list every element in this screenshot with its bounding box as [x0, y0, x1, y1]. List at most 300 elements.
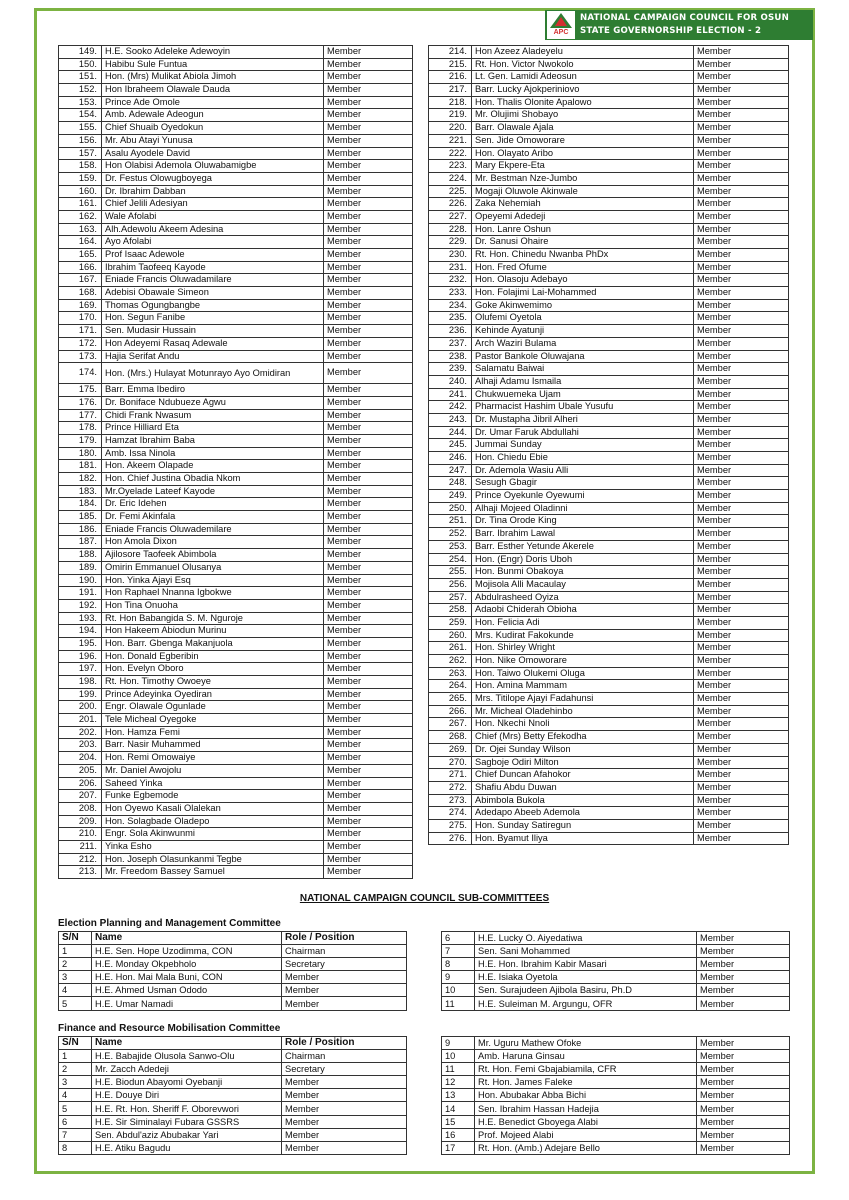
member-name: Hon. Abubakar Abba Bichi — [475, 1089, 697, 1102]
member-role: Member — [694, 693, 789, 706]
member-name: Chief Jelili Adesiyan — [102, 198, 324, 211]
member-role: Member — [694, 477, 789, 490]
row-number: 10 — [442, 984, 475, 997]
member-name: Mr. Zacch Adedeji — [92, 1063, 282, 1076]
row-number: 168. — [59, 287, 102, 300]
row-number: 151. — [59, 71, 102, 84]
member-role: Member — [324, 236, 413, 249]
table-row — [442, 997, 790, 1010]
table-row — [59, 971, 407, 984]
member-role: Member — [324, 210, 413, 223]
member-role: Chairman — [282, 945, 407, 958]
member-name: Hon. Solagbade Oladepo — [102, 815, 324, 828]
table-row — [442, 1141, 790, 1154]
row-number: 213. — [59, 866, 102, 879]
table-row — [429, 591, 789, 604]
table-row — [59, 1089, 407, 1102]
member-name: Habibu Sule Funtua — [102, 58, 324, 71]
member-role: Member — [324, 447, 413, 460]
member-role: Member — [324, 676, 413, 689]
row-number: 187. — [59, 536, 102, 549]
member-role: Chairman — [282, 1050, 407, 1063]
row-number: 259. — [429, 616, 472, 629]
member-name: Hon. Chiedu Ebie — [472, 452, 694, 465]
member-name: Hon. Nike Omoworare — [472, 655, 694, 668]
member-role: Member — [694, 337, 789, 350]
row-number: 271. — [429, 769, 472, 782]
row-number: 4 — [59, 1089, 92, 1102]
member-name: Hon Azeez Aladeyelu — [472, 46, 694, 59]
row-number: 243. — [429, 413, 472, 426]
table-row — [429, 325, 789, 338]
member-role: Member — [324, 498, 413, 511]
row-number: 223. — [429, 160, 472, 173]
row-number: 165. — [59, 249, 102, 262]
column-header: S/N — [59, 1037, 92, 1050]
row-number: 15 — [442, 1115, 475, 1128]
table-row — [442, 1076, 790, 1089]
member-role: Member — [324, 714, 413, 727]
member-role: Member — [694, 71, 789, 84]
member-name: Hon. Folajimi Lai-Mohammed — [472, 287, 694, 300]
row-number: 193. — [59, 612, 102, 625]
member-name: Prof. Mojeed Alabi — [475, 1128, 697, 1141]
member-name: Alhaji Adamu Ismaila — [472, 375, 694, 388]
member-name: Sen. Jide Omoworare — [472, 134, 694, 147]
member-role: Member — [324, 790, 413, 803]
member-role: Member — [697, 1128, 790, 1141]
member-name: Mrs. Kudirat Fakokunde — [472, 629, 694, 642]
member-name: H.E. Suleiman M. Argungu, OFR — [475, 997, 697, 1010]
row-number: 215. — [429, 58, 472, 71]
table-row — [59, 752, 413, 765]
table-row — [59, 409, 413, 422]
member-role: Member — [324, 58, 413, 71]
row-number: 226. — [429, 198, 472, 211]
table-row — [59, 198, 413, 211]
member-name: H.E. Sir Siminalayi Fubara GSSRS — [92, 1115, 282, 1128]
table-row — [59, 587, 413, 600]
member-role: Member — [694, 249, 789, 262]
row-number: 266. — [429, 705, 472, 718]
member-role: Member — [324, 109, 413, 122]
member-role: Member — [324, 574, 413, 587]
row-number: 171. — [59, 325, 102, 338]
member-name: Hon. Remi Omowaiye — [102, 752, 324, 765]
row-number: 219. — [429, 109, 472, 122]
table-row — [59, 764, 413, 777]
row-number: 250. — [429, 502, 472, 515]
member-name: Hon. Chief Justina Obadia Nkom — [102, 473, 324, 486]
member-name: Hon. Fred Ofume — [472, 261, 694, 274]
member-role: Member — [694, 363, 789, 376]
table-row — [429, 375, 789, 388]
member-role: Member — [694, 350, 789, 363]
member-name: Yinka Esho — [102, 840, 324, 853]
row-number: 225. — [429, 185, 472, 198]
member-role: Member — [694, 655, 789, 668]
member-role: Member — [324, 612, 413, 625]
row-number: 172. — [59, 337, 102, 350]
row-number: 233. — [429, 287, 472, 300]
row-number: 10 — [442, 1050, 475, 1063]
member-name: H.E. Atiku Bagudu — [92, 1141, 282, 1154]
table-row — [429, 807, 789, 820]
member-role: Member — [324, 815, 413, 828]
row-number: 6 — [442, 932, 475, 945]
table-row — [59, 363, 413, 384]
table-row — [442, 971, 790, 984]
member-role: Member — [324, 536, 413, 549]
table-row — [59, 249, 413, 262]
row-number: 9 — [442, 1037, 475, 1050]
row-number: 236. — [429, 325, 472, 338]
member-role: Member — [697, 1037, 790, 1050]
member-role: Member — [324, 147, 413, 160]
table-row — [59, 997, 407, 1010]
row-number: 5 — [59, 1102, 92, 1115]
row-number: 272. — [429, 781, 472, 794]
member-name: Rt. Hon. Victor Nwokolo — [472, 58, 694, 71]
member-role: Member — [324, 46, 413, 59]
member-role: Member — [324, 511, 413, 524]
table-row — [442, 1128, 790, 1141]
member-role: Member — [324, 688, 413, 701]
member-name: Hon Oyewo Kasali Olalekan — [102, 802, 324, 815]
row-number: 275. — [429, 819, 472, 832]
row-number: 183. — [59, 485, 102, 498]
table-row — [442, 1089, 790, 1102]
member-name: Lt. Gen. Lamidi Adeosun — [472, 71, 694, 84]
member-role: Member — [324, 172, 413, 185]
table-row — [59, 511, 413, 524]
member-name: Mr. Freedom Bassey Samuel — [102, 866, 324, 879]
row-number: 261. — [429, 642, 472, 655]
row-number: 253. — [429, 540, 472, 553]
member-name: Hon. (Mrs) Mulikat Abiola Jimoh — [102, 71, 324, 84]
row-number: 1 — [59, 1050, 92, 1063]
member-name: Sen. Abdul'aziz Abubakar Yari — [92, 1128, 282, 1141]
member-role: Member — [282, 984, 407, 997]
table-row — [59, 612, 413, 625]
member-name: Prince Adeyinka Oyediran — [102, 688, 324, 701]
member-name: Barr. Olawale Ajala — [472, 122, 694, 135]
row-number: 185. — [59, 511, 102, 524]
member-role: Member — [697, 1089, 790, 1102]
member-role: Member — [324, 739, 413, 752]
member-role: Member — [694, 781, 789, 794]
table-row — [429, 616, 789, 629]
row-number: 13 — [442, 1089, 475, 1102]
table-row — [429, 71, 789, 84]
row-number: 246. — [429, 452, 472, 465]
member-role: Member — [694, 578, 789, 591]
table-row — [59, 325, 413, 338]
table-row — [59, 828, 413, 841]
member-role: Member — [324, 523, 413, 536]
member-role: Member — [697, 1050, 790, 1063]
table-row — [429, 287, 789, 300]
row-number: 177. — [59, 409, 102, 422]
row-number: 247. — [429, 464, 472, 477]
member-role: Member — [697, 984, 790, 997]
table-row — [429, 540, 789, 553]
row-number: 188. — [59, 549, 102, 562]
row-number: 3 — [59, 971, 92, 984]
table-row — [59, 1141, 407, 1154]
table-row — [429, 249, 789, 262]
member-name: Sagboje Odiri Milton — [472, 756, 694, 769]
member-role: Member — [694, 769, 789, 782]
row-number: 174. — [59, 363, 102, 384]
member-name: H.E. Rt. Hon. Sheriff F. Oborevwori — [92, 1102, 282, 1115]
table-row — [59, 460, 413, 473]
member-role: Member — [694, 58, 789, 71]
row-number: 222. — [429, 147, 472, 160]
table-row — [59, 1115, 407, 1128]
row-number: 252. — [429, 528, 472, 541]
member-name: Mogaji Oluwole Akinwale — [472, 185, 694, 198]
table-row — [429, 84, 789, 97]
committee-election-planning-left — [58, 931, 407, 1011]
member-role: Member — [694, 236, 789, 249]
member-name: Barr. Emma Ibediro — [102, 384, 324, 397]
table-row — [59, 840, 413, 853]
member-name: Mr. Abu Atayi Yunusa — [102, 134, 324, 147]
row-number: 235. — [429, 312, 472, 325]
row-number: 154. — [59, 109, 102, 122]
table-row — [442, 1102, 790, 1115]
row-number: 12 — [442, 1076, 475, 1089]
row-number: 190. — [59, 574, 102, 587]
table-row — [59, 96, 413, 109]
committee-finance-right — [441, 1036, 790, 1155]
row-number: 16 — [442, 1128, 475, 1141]
committee-election-planning-right — [441, 931, 790, 1011]
table-row — [429, 528, 789, 541]
table-row — [429, 464, 789, 477]
apc-logo: APC — [547, 11, 575, 39]
table-row — [59, 223, 413, 236]
row-number: 2 — [59, 1063, 92, 1076]
member-name: Hon. (Engr) Doris Uboh — [472, 553, 694, 566]
member-role: Member — [324, 185, 413, 198]
table-row — [429, 439, 789, 452]
table-row — [442, 1037, 790, 1050]
member-name: Dr. Ojei Sunday Wilson — [472, 743, 694, 756]
row-number: 162. — [59, 210, 102, 223]
column-header: Role / Position — [282, 932, 407, 945]
member-role: Member — [694, 667, 789, 680]
table-row — [59, 536, 413, 549]
member-role: Member — [324, 587, 413, 600]
member-name: Tele Micheal Oyegoke — [102, 714, 324, 727]
table-row — [429, 743, 789, 756]
member-role: Member — [694, 198, 789, 211]
member-role: Member — [324, 828, 413, 841]
row-number: 207. — [59, 790, 102, 803]
member-name: Adaobi Chiderah Obioha — [472, 604, 694, 617]
member-name: H.E. Sen. Hope Uzodimma, CON — [92, 945, 282, 958]
row-number: 229. — [429, 236, 472, 249]
member-name: Amb. Issa Ninola — [102, 447, 324, 460]
row-number: 155. — [59, 122, 102, 135]
table-row — [59, 945, 407, 958]
member-name: Hon. Hamza Femi — [102, 726, 324, 739]
member-role: Member — [694, 185, 789, 198]
table-header-row — [59, 1037, 407, 1050]
table-row — [429, 490, 789, 503]
table-row — [59, 1128, 407, 1141]
member-role: Member — [694, 426, 789, 439]
row-number: 164. — [59, 236, 102, 249]
member-name: H.E. Ahmed Usman Ododo — [92, 984, 282, 997]
row-number: 258. — [429, 604, 472, 617]
member-name: Sen. Sani Mohammed — [475, 945, 697, 958]
member-name: Dr. Sanusi Ohaire — [472, 236, 694, 249]
member-name: Dr. Festus Olowugboyega — [102, 172, 324, 185]
member-name: Arch Waziri Bulama — [472, 337, 694, 350]
member-name: Rt. Hon. Femi Gbajabiamila, CFR — [475, 1063, 697, 1076]
row-number: 255. — [429, 566, 472, 579]
row-number: 273. — [429, 794, 472, 807]
row-number: 256. — [429, 578, 472, 591]
table-row — [429, 604, 789, 617]
member-name: Chukwuemeka Ujam — [472, 388, 694, 401]
table-row — [59, 287, 413, 300]
table-row — [59, 663, 413, 676]
row-number: 189. — [59, 561, 102, 574]
member-role: Member — [694, 490, 789, 503]
table-row — [59, 815, 413, 828]
member-name: Mr. Micheal Oladehinbo — [472, 705, 694, 718]
member-role: Member — [694, 147, 789, 160]
member-role: Member — [282, 1102, 407, 1115]
table-row — [59, 574, 413, 587]
committee-title-finance: Finance and Resource Mobilisation Committee — [58, 1023, 281, 1034]
table-row — [429, 502, 789, 515]
row-number: 17 — [442, 1141, 475, 1154]
member-name: Eniade Francis Oluwademilare — [102, 523, 324, 536]
member-name: Rt. Hon Babangida S. M. Nguroje — [102, 612, 324, 625]
member-role: Member — [324, 274, 413, 287]
members-table-right — [428, 45, 789, 845]
row-number: 194. — [59, 625, 102, 638]
member-role: Secretary — [282, 958, 407, 971]
member-name: Chidi Frank Nwasum — [102, 409, 324, 422]
row-number: 157. — [59, 147, 102, 160]
member-role: Member — [694, 540, 789, 553]
row-number: 11 — [442, 1063, 475, 1076]
member-name: Rt. Hon. Timothy Owoeye — [102, 676, 324, 689]
member-name: H.E. Umar Namadi — [92, 997, 282, 1010]
member-role: Member — [324, 96, 413, 109]
table-row — [429, 299, 789, 312]
row-number: 210. — [59, 828, 102, 841]
member-role: Member — [324, 764, 413, 777]
member-name: Prince Ade Omole — [102, 96, 324, 109]
row-number: 9 — [442, 971, 475, 984]
member-name: Zaka Nehemiah — [472, 198, 694, 211]
member-role: Member — [694, 388, 789, 401]
member-name: Abdulrasheed Oyiza — [472, 591, 694, 604]
member-name: Wale Afolabi — [102, 210, 324, 223]
row-number: 244. — [429, 426, 472, 439]
row-number: 178. — [59, 422, 102, 435]
row-number: 209. — [59, 815, 102, 828]
member-name: Barr. Esther Yetunde Akerele — [472, 540, 694, 553]
member-role: Member — [694, 591, 789, 604]
member-name: Hon. Bunmi Obakoya — [472, 566, 694, 579]
member-role: Member — [324, 473, 413, 486]
member-name: Alhaji Mojeed Oladinni — [472, 502, 694, 515]
member-role: Secretary — [282, 1063, 407, 1076]
row-number: 263. — [429, 667, 472, 680]
member-name: Dr. Ademola Wasiu Alli — [472, 464, 694, 477]
row-number: 14 — [442, 1102, 475, 1115]
row-number: 152. — [59, 84, 102, 97]
row-number: 181. — [59, 460, 102, 473]
member-role: Member — [694, 452, 789, 465]
table-row — [59, 1076, 407, 1089]
member-role: Member — [697, 958, 790, 971]
header-title: NATIONAL CAMPAIGN COUNCIL FOR OSUN STATE GOVERNORSHIP ELECTION - 2 — [580, 13, 789, 36]
member-role: Member — [282, 1089, 407, 1102]
member-name: Hon. Byamut Iliya — [472, 832, 694, 845]
member-role: Member — [694, 553, 789, 566]
row-number: 268. — [429, 731, 472, 744]
member-name: Alh.Adewolu Akeem Adesina — [102, 223, 324, 236]
member-role: Member — [694, 413, 789, 426]
table-row — [59, 84, 413, 97]
table-row — [59, 802, 413, 815]
table-row — [429, 515, 789, 528]
member-role: Member — [282, 1128, 407, 1141]
member-name: Mrs. Titilope Ajayi Fadahunsi — [472, 693, 694, 706]
member-role: Member — [697, 1115, 790, 1128]
member-role: Member — [694, 312, 789, 325]
table-row — [429, 426, 789, 439]
member-role: Member — [694, 819, 789, 832]
members-table-left — [58, 45, 413, 879]
member-role: Member — [694, 46, 789, 59]
member-role: Member — [697, 1063, 790, 1076]
member-role: Member — [694, 756, 789, 769]
member-role: Member — [694, 439, 789, 452]
row-number: 264. — [429, 680, 472, 693]
member-name: Engr. Sola Akinwunmi — [102, 828, 324, 841]
row-number: 262. — [429, 655, 472, 668]
member-name: Ayo Afolabi — [102, 236, 324, 249]
table-header-row — [59, 932, 407, 945]
member-role: Member — [324, 71, 413, 84]
table-row — [429, 705, 789, 718]
member-role: Member — [694, 642, 789, 655]
row-number: 167. — [59, 274, 102, 287]
member-role: Member — [694, 134, 789, 147]
row-number: 216. — [429, 71, 472, 84]
member-role: Member — [694, 807, 789, 820]
row-number: 163. — [59, 223, 102, 236]
row-number: 265. — [429, 693, 472, 706]
member-role: Member — [697, 945, 790, 958]
row-number: 195. — [59, 637, 102, 650]
member-name: Hon. Olayato Aribo — [472, 147, 694, 160]
table-row — [429, 452, 789, 465]
member-name: H.E. Monday Okpebholo — [92, 958, 282, 971]
member-role: Member — [324, 160, 413, 173]
table-row — [429, 312, 789, 325]
